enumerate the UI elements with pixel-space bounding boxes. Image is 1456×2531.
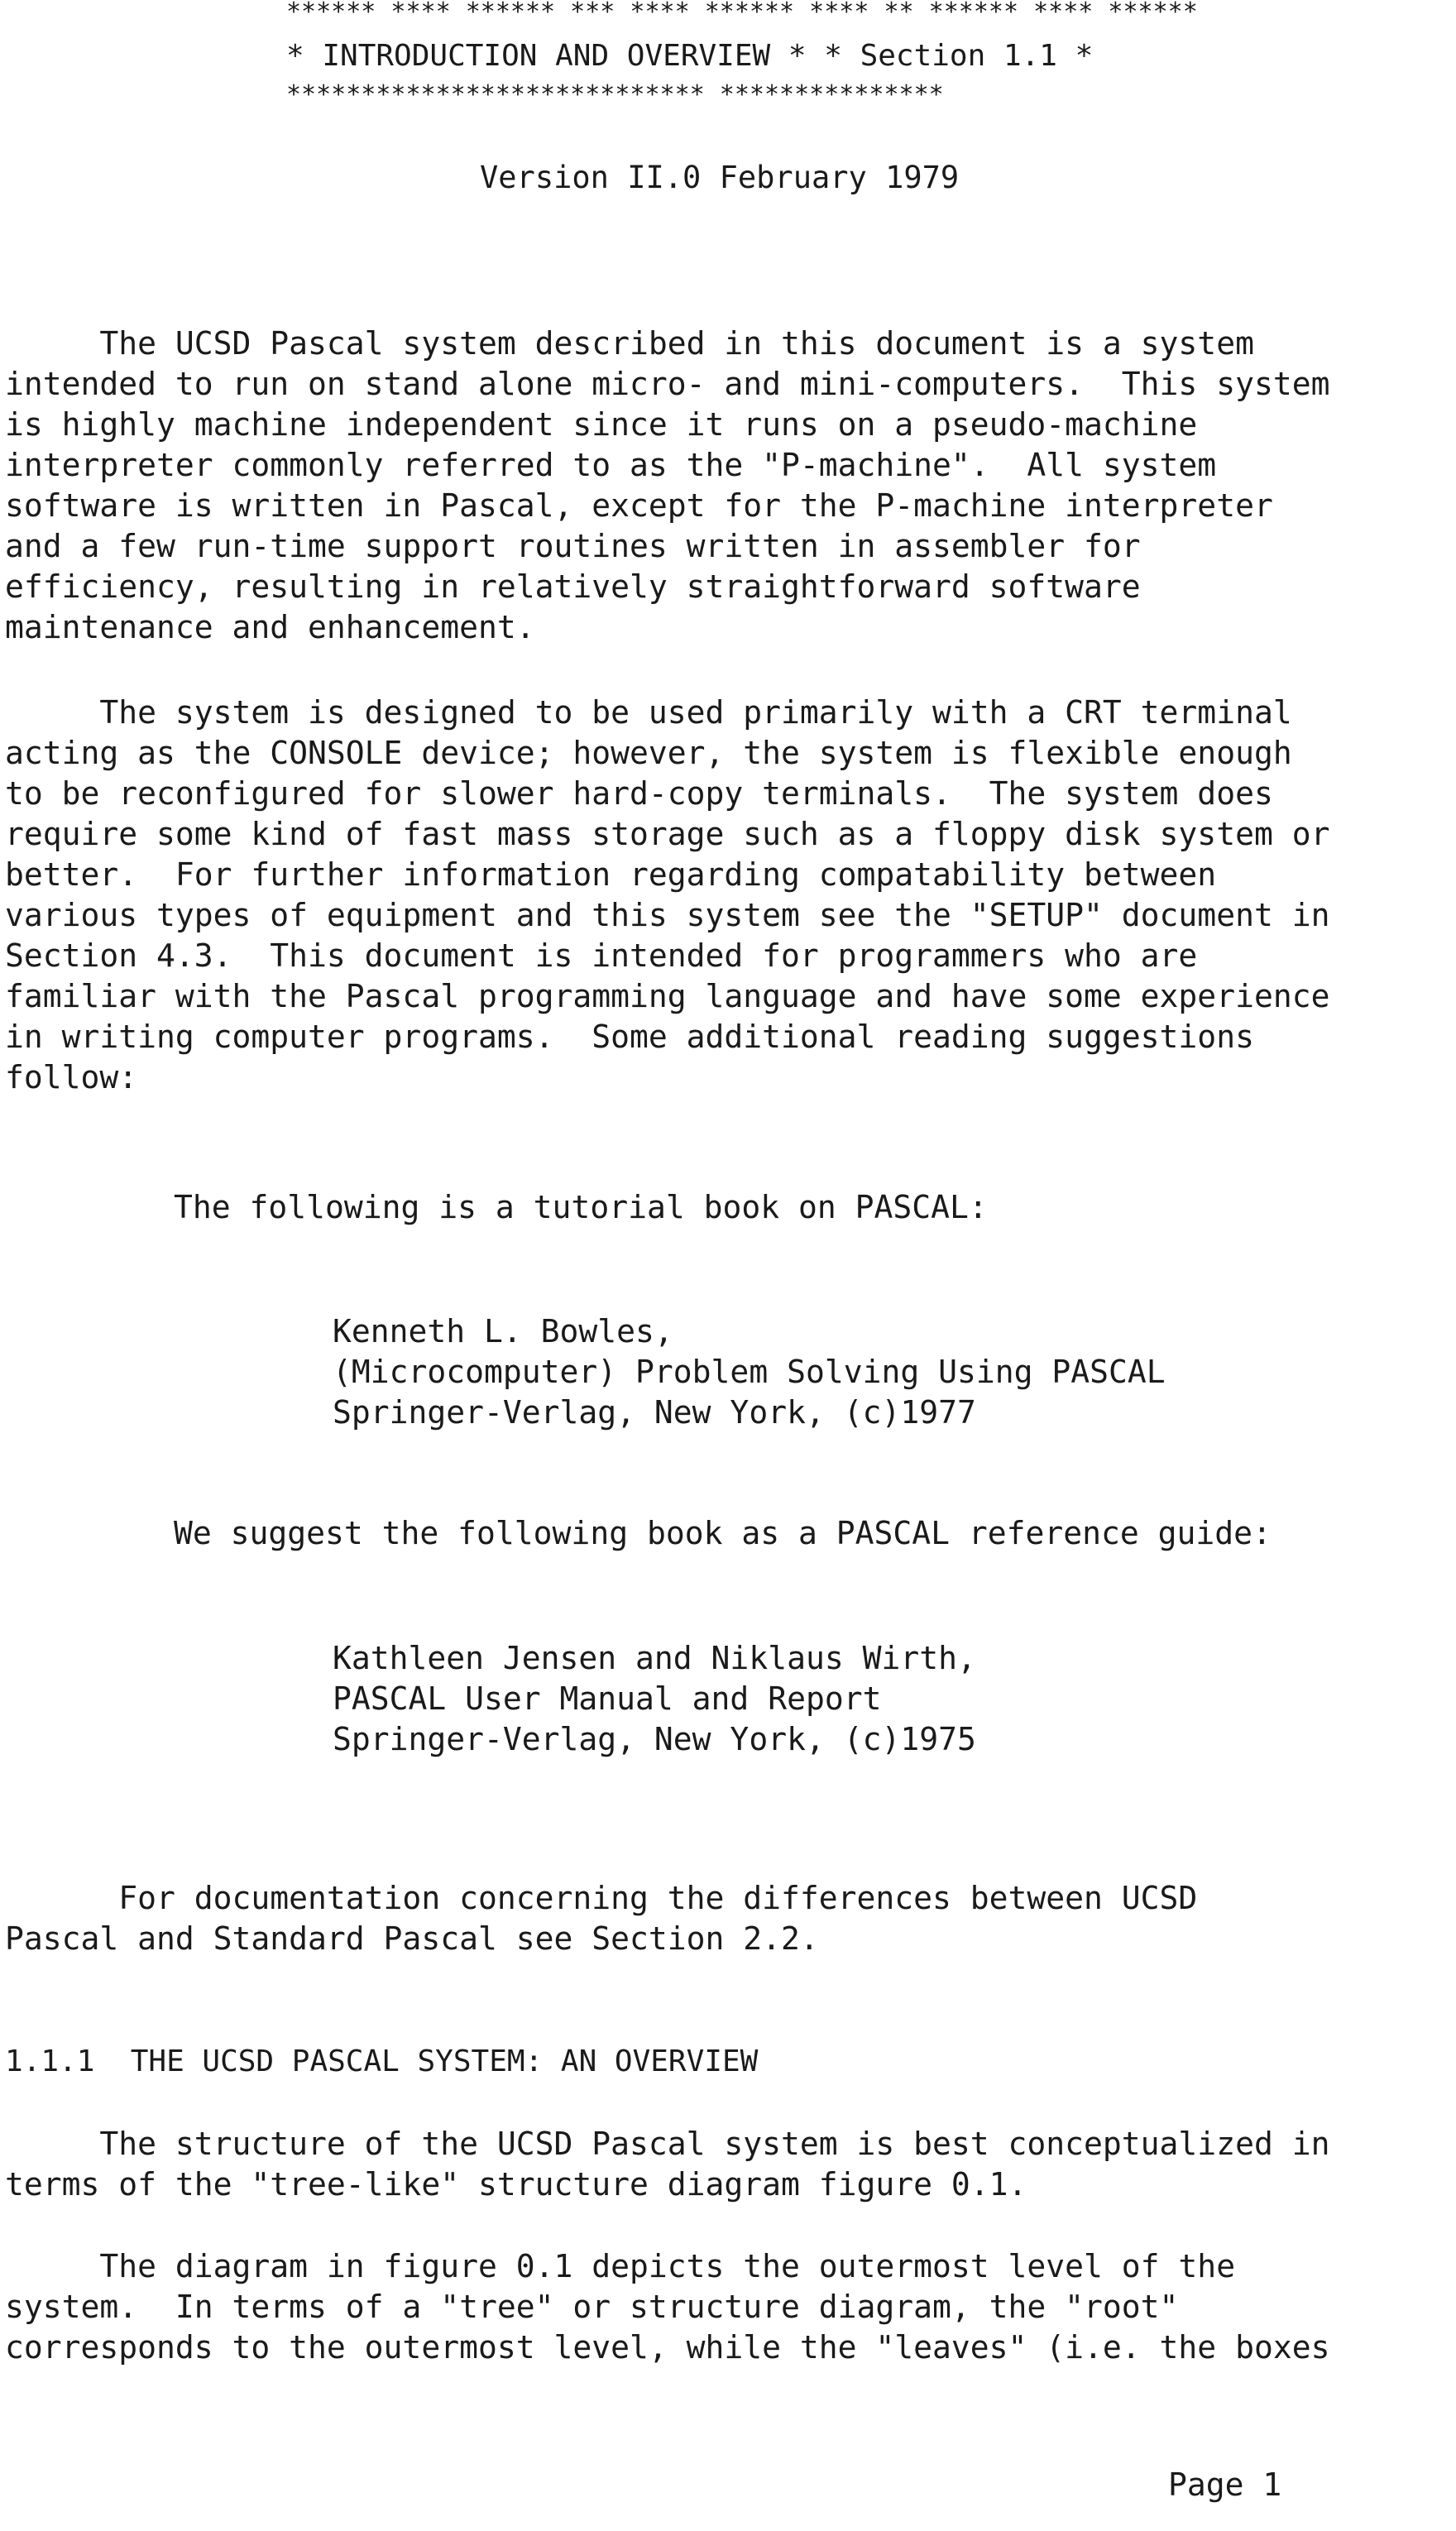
- subsection-heading: 1.1.1 THE UCSD PASCAL SYSTEM: AN OVERVIEW: [5, 2044, 759, 2078]
- reference-line: Springer-Verlag, New York, (c)1975: [333, 1721, 976, 1757]
- reference-intro: We suggest the following book as a PASCAL reference guide:: [174, 1515, 1272, 1551]
- reference-line: Springer-Verlag, New York, (c)1977: [333, 1394, 976, 1431]
- text-line: For documentation concerning the differences between UCSD: [5, 1880, 1198, 1916]
- reference-line: Kenneth L. Bowles,: [333, 1313, 673, 1349]
- text-line: The structure of the UCSD Pascal system is best conceptualized in: [5, 2126, 1330, 2162]
- text-line: various types of equipment and this system see the "SETUP" document in: [5, 897, 1330, 933]
- text-line: to be reconfigured for slower hard-copy terminals. The system does: [5, 775, 1273, 812]
- text-line: interpreter commonly referred to as the "P-machine". All system: [5, 447, 1217, 483]
- text-line: corresponds to the outermost level, while the "leaves" (i.e. the boxes: [5, 2329, 1330, 2366]
- text-line: better. For further information regarding compatability between: [5, 856, 1217, 893]
- section-title: * INTRODUCTION AND OVERVIEW * * Section 1.1 *: [286, 39, 1094, 73]
- text-line: Pascal and Standard Pascal see Section 2.2.: [5, 1920, 819, 1957]
- text-line: efficiency, resulting in relatively straightforward software: [5, 568, 1141, 605]
- version-line: Version II.0 February 1979: [480, 160, 960, 195]
- text-line: is highly machine independent since it runs on a pseudo-machine: [5, 406, 1198, 443]
- text-line: terms of the "tree-like" structure diagram figure 0.1.: [5, 2166, 1027, 2203]
- text-line: maintenance and enhancement.: [5, 609, 535, 645]
- header-stars-bottom: **************************** ***************: [286, 80, 944, 109]
- reference-line: (Microcomputer) Problem Solving Using PASCAL: [333, 1354, 1166, 1390]
- text-line: intended to run on stand alone micro- and mini-computers. This system: [5, 366, 1330, 402]
- text-line: The system is designed to be used primarily with a CRT terminal: [5, 694, 1292, 731]
- text-line: and a few run-time support routines written in assembler for: [5, 528, 1141, 564]
- header-stars-top: ****** **** ****** *** **** ****** **** ** ****** **** ******: [286, 0, 1198, 26]
- text-line: familiar with the Pascal programming language and have some experience: [5, 978, 1330, 1014]
- text-line: The diagram in figure 0.1 depicts the outermost level of the: [5, 2248, 1236, 2284]
- reference-line: PASCAL User Manual and Report: [333, 1680, 882, 1717]
- page-number: Page 1: [1168, 2466, 1282, 2503]
- text-line: follow:: [5, 1059, 138, 1095]
- reference-line: Kathleen Jensen and Niklaus Wirth,: [333, 1640, 976, 1676]
- text-line: software is written in Pascal, except for the P-machine interpreter: [5, 487, 1273, 524]
- text-line: Section 4.3. This document is intended for programmers who are: [5, 937, 1198, 974]
- text-line: The UCSD Pascal system described in this document is a system: [5, 325, 1254, 362]
- text-line: acting as the CONSOLE device; however, the system is flexible enough: [5, 735, 1292, 771]
- text-line: require some kind of fast mass storage such as a floppy disk system or: [5, 816, 1330, 852]
- text-line: in writing computer programs. Some additional reading suggestions: [5, 1019, 1254, 1055]
- text-line: system. In terms of a "tree" or structure diagram, the "root": [5, 2289, 1179, 2325]
- tutorial-intro: The following is a tutorial book on PASCAL:: [174, 1189, 988, 1225]
